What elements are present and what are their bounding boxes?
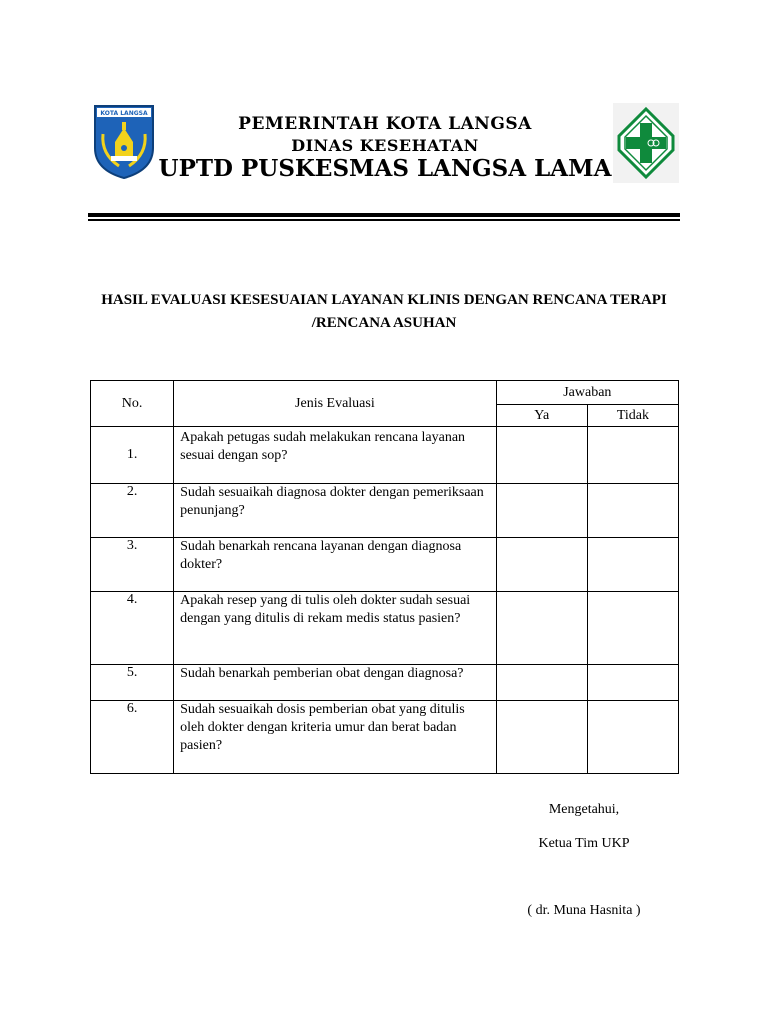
- document-title-line2: /RENCANA ASUHAN: [311, 315, 457, 331]
- header-no: No.: [91, 381, 174, 427]
- header-institution-name: UPTD PUSKESMAS LANGSA LAMA: [158, 155, 612, 182]
- header-divider-thick: [88, 213, 680, 217]
- signature-role: Ketua Tim UKP: [538, 836, 630, 851]
- answer-tidak-cell[interactable]: [587, 484, 678, 538]
- row-number: 1.: [91, 427, 174, 484]
- row-question: Apakah petugas sudah melakukan rencana layanan sesuai dengan sop?: [174, 427, 497, 484]
- row-number: 4.: [91, 592, 174, 665]
- header-tidak: Tidak: [587, 405, 678, 427]
- document-title: [60, 289, 708, 335]
- row-number: 6.: [91, 701, 174, 774]
- header-government-name: PEMERINTAH KOTA LANGSA: [238, 114, 532, 134]
- answer-ya-cell[interactable]: [496, 701, 587, 774]
- row-question: Sudah sesuaikah dosis pemberian obat yang ditulis oleh dokter dengan kriteria umur dan berat badan pasien?: [174, 701, 497, 774]
- table-row: [91, 538, 679, 592]
- row-question: Apakah resep yang di tulis oleh dokter sudah sesuai dengan yang ditulis di rekam medis status pasien?: [174, 592, 497, 665]
- header-ya: Ya: [496, 405, 587, 427]
- evaluation-table: [90, 380, 679, 774]
- answer-tidak-cell[interactable]: [587, 538, 678, 592]
- answer-ya-cell[interactable]: [496, 427, 587, 484]
- header-jawaban: Jawaban: [496, 381, 678, 405]
- answer-ya-cell[interactable]: [496, 538, 587, 592]
- svg-text:KOTA LANGSA: KOTA LANGSA: [100, 110, 148, 117]
- row-number: 3.: [91, 538, 174, 592]
- answer-ya-cell[interactable]: [496, 592, 587, 665]
- header-divider-thin: [88, 219, 680, 221]
- signature-name: ( dr. Muna Hasnita ): [527, 903, 641, 918]
- table-row: [91, 665, 679, 701]
- row-question: Sudah sesuaikah diagnosa dokter dengan pemeriksaan penunjang?: [174, 484, 497, 538]
- header-jenis-evaluasi: Jenis Evaluasi: [174, 381, 497, 427]
- answer-ya-cell[interactable]: [496, 665, 587, 701]
- table-row: [91, 427, 679, 484]
- answer-tidak-cell[interactable]: [587, 592, 678, 665]
- table-row: [91, 484, 679, 538]
- signature-acknowledged: Mengetahui,: [548, 802, 620, 817]
- puskesmas-cross-icon: [613, 103, 679, 183]
- document-title-line1: HASIL EVALUASI KESESUAIAN LAYANAN KLINIS DENGAN RENCANA TERAPI: [101, 292, 667, 308]
- answer-ya-cell[interactable]: [496, 484, 587, 538]
- answer-tidak-cell[interactable]: [587, 701, 678, 774]
- table-row: [91, 592, 679, 665]
- row-number: 2.: [91, 484, 174, 538]
- row-question: Sudah benarkah rencana layanan dengan diagnosa dokter?: [174, 538, 497, 592]
- table-row: [91, 701, 679, 774]
- row-question: Sudah benarkah pemberian obat dengan diagnosa?: [174, 665, 497, 701]
- answer-tidak-cell[interactable]: [587, 427, 678, 484]
- header-department-name: DINAS KESEHATAN: [291, 136, 479, 155]
- row-number: 5.: [91, 665, 174, 701]
- answer-tidak-cell[interactable]: [587, 665, 678, 701]
